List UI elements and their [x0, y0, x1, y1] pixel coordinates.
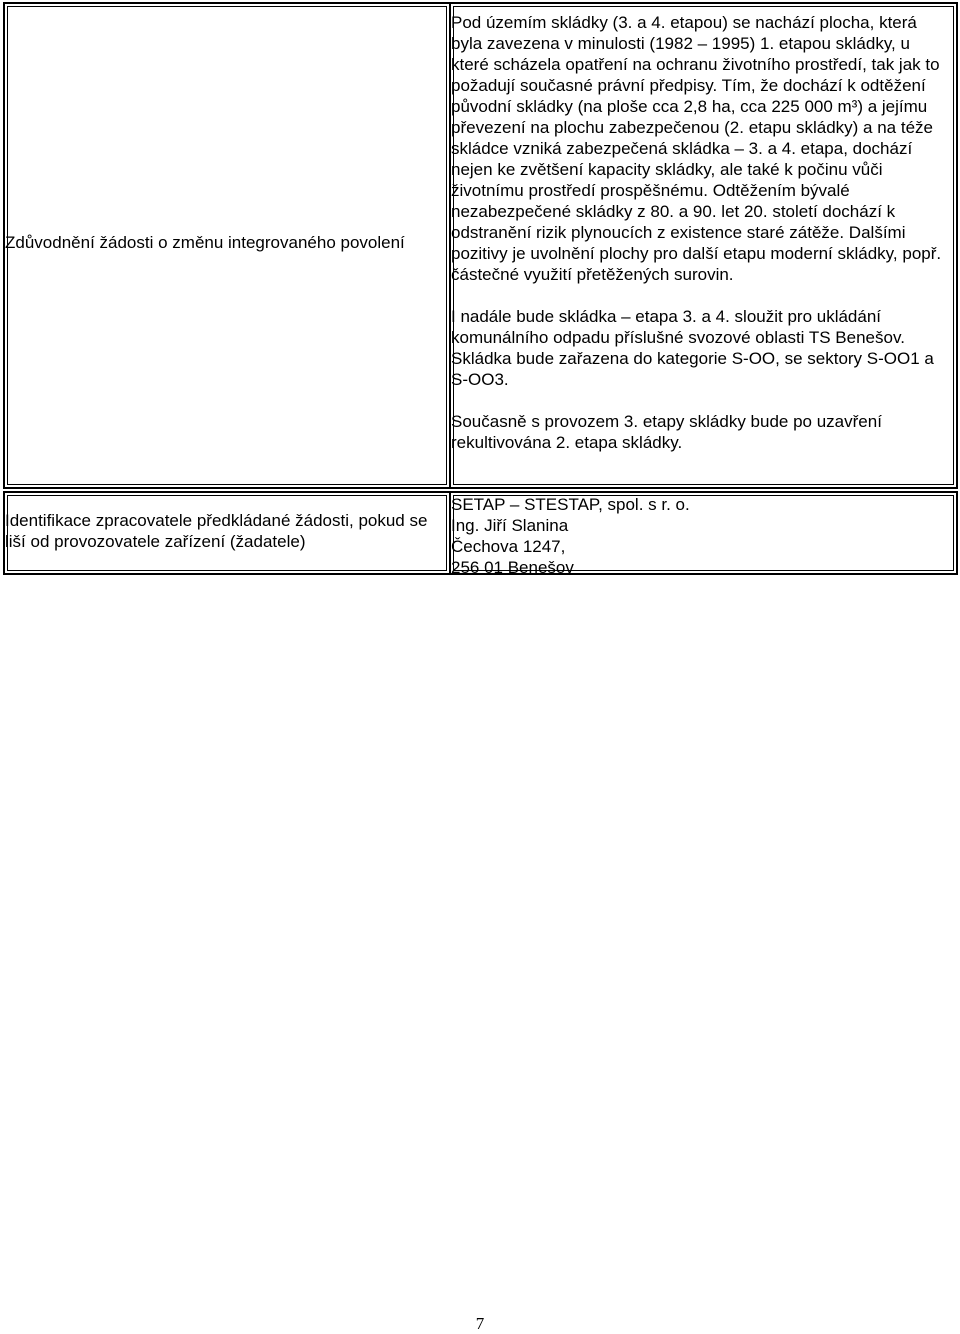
- processor-label: Identifikace zpracovatele předkládané žádosti, pokud se liší od provozovatele zařízení (žadatele): [5, 511, 428, 551]
- processor-details: [451, 494, 949, 578]
- justification-paragraph-2: I nadále bude skládka – etapa 3. a 4. sloužit pro ukládání komunálního odpadu příslušné svozové oblasti TS Benešov. Skládka bude zařazena do kategorie S-OO, se sektory S-OO1 a S-OO3.: [451, 307, 934, 389]
- justification-paragraph-3: Současně s provozem 3. etapy skládky bude po uzavření rekultivována 2. etapa skládky.: [451, 412, 882, 452]
- processor-person: Ing. Jiří Slanina: [451, 516, 569, 535]
- justification-text: [451, 12, 949, 453]
- justification-paragraph-1: Pod územím skládky (3. a 4. etapou) se nachází plocha, která byla zavezena v minulosti (1982 – 1995) 1. etapou skládky, u které scházela opatření na ochranu životního prostředí, tak jak to požadují současné právní předpisy. Tím, že dochází k odtěžení původní skládky (na ploše cca 2,8 ha, cca 225 000 m³) a jejímu převezení na plochu zabezpečenou (2. etapu skládky) a na téže skládce vzniká zabezpečená skládka – 3. a 4. etapa, dochází nejen ke zvětšení kapacity skládky, ale také k počinu vůči životnímu prostředí prospěšnému. Odtěžením bývalé nezabezpečené skládky z 80. a 90. let 20. století dochází k odstranění rizik plynoucích z existence staré zátěže. Dalšími pozitivy je uvolnění plochy pro další etapu moderní skládky, popř. částečné využití přetěžených surovin.: [451, 13, 942, 284]
- page-number: 7: [475, 1314, 485, 1333]
- processor-city: 256 01 Benešov: [451, 558, 574, 577]
- processor-company: SETAP – STESTAP, spol. s r. o.: [451, 495, 690, 514]
- justification-label: Zdůvodnění žádosti o změnu integrovaného povolení: [5, 233, 405, 252]
- processor-street: Čechova 1247,: [451, 537, 566, 556]
